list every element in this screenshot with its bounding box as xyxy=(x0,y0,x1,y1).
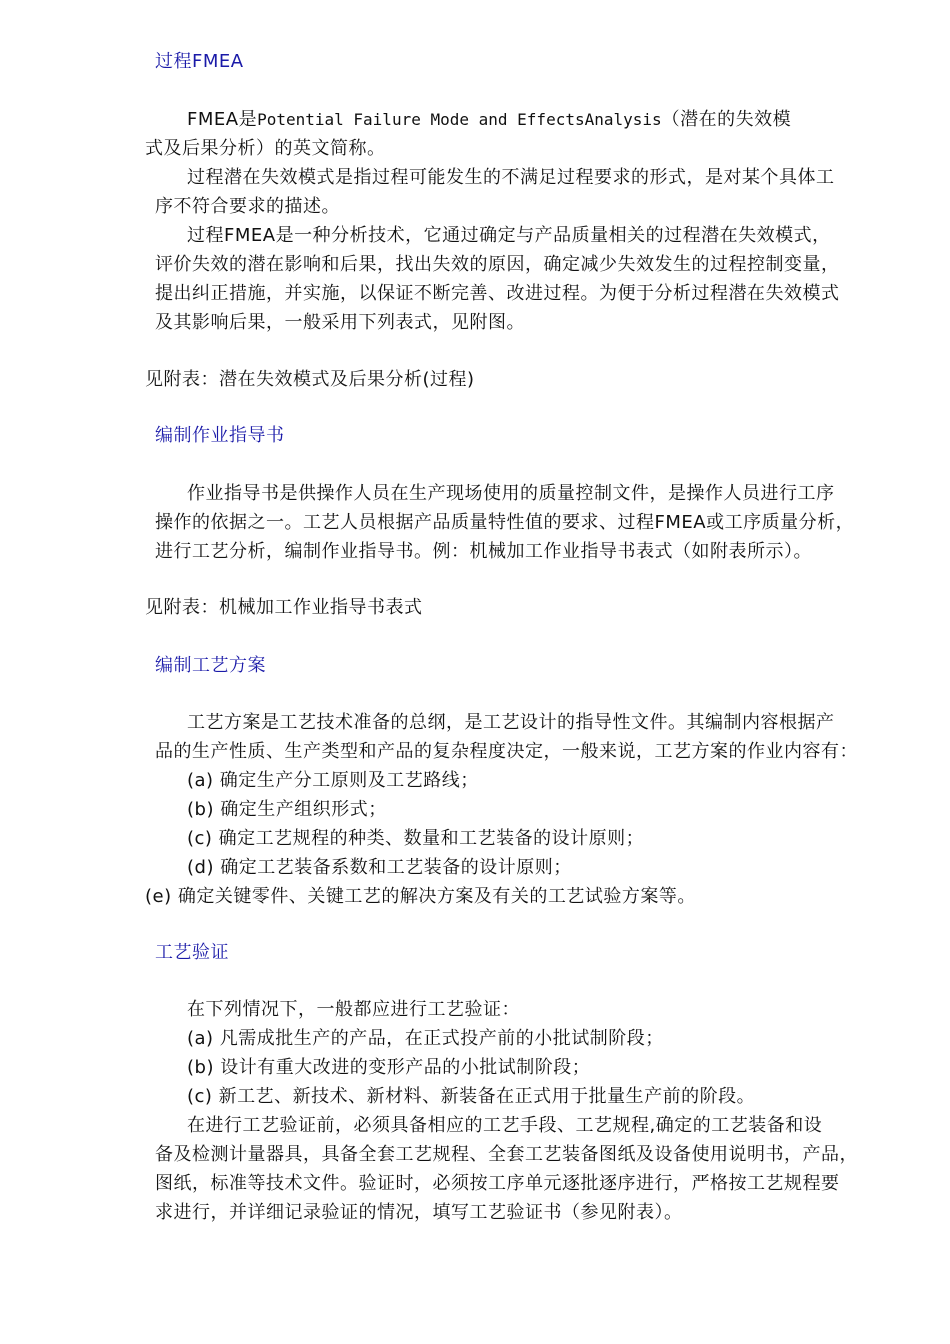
fmea-translation-start: （潜在的失效模 xyxy=(661,109,792,130)
verify-intro: 在下列情况下，一般都应进行工艺验证： xyxy=(187,999,520,1020)
verify-paragraph-line-1: 在进行工艺验证前，必须具备相应的工艺手段、工艺规程,确定的工艺装备和设 xyxy=(187,1115,823,1136)
verify-paragraph-line-3: 图纸，标准等技术文件。验证时，必须按工序单元逐批逐序进行，严格按工艺规程要 xyxy=(155,1173,840,1194)
plan-list-item-b: (b) 确定生产组织形式； xyxy=(187,799,387,820)
section-heading-instruction: 编制作业指导书 xyxy=(155,425,285,446)
fmea-paragraph-2-line-1: 过程潜在失效模式是指过程可能发生的不满足过程要求的形式，是对某个具体工 xyxy=(187,167,835,188)
plan-list-item-a: (a) 确定生产分工原则及工艺路线； xyxy=(187,770,479,791)
plan-paragraph-line-1: 工艺方案是工艺技术准备的总纲，是工艺设计的指导性文件。其编制内容根据产 xyxy=(187,712,835,733)
fmea-paragraph-1-line-1 xyxy=(187,108,791,132)
fmea-abbr-text: FMEA是 xyxy=(187,109,258,130)
fmea-paragraph-3-line-4: 及其影响后果，一般采用下列表式，见附图。 xyxy=(155,312,525,333)
plan-paragraph-line-2: 品的生产性质、生产类型和产品的复杂程度决定，一般来说，工艺方案的作业内容有： xyxy=(155,741,858,762)
instruction-paragraph-line-1: 作业指导书是供操作人员在生产现场使用的质量控制文件，是操作人员进行工序 xyxy=(187,483,835,504)
verify-list-item-b: (b) 设计有重大改进的变形产品的小批试制阶段； xyxy=(187,1057,591,1078)
fmea-paragraph-3-line-3: 提出纠正措施，并实施，以保证不断完善、改进过程。为便于分析过程潜在失效模式 xyxy=(155,283,840,304)
verify-list-item-c: (c) 新工艺、新技术、新材料、新装备在正式用于批量生产前的阶段。 xyxy=(187,1086,756,1107)
fmea-english-name: Potential Failure Mode and EffectsAnalysis xyxy=(257,110,662,129)
fmea-paragraph-2-line-2: 序不符合要求的描述。 xyxy=(155,196,340,217)
plan-list-item-c: (c) 确定工艺规程的种类、数量和工艺装备的设计原则； xyxy=(187,828,645,849)
instruction-paragraph-line-2: 操作的依据之一。工艺人员根据产品质量特性值的要求、过程FMEA或工序质量分析， xyxy=(155,512,855,533)
fmea-attachment-note: 见附表：潜在失效模式及后果分析(过程) xyxy=(145,369,475,390)
section-heading-verify: 工艺验证 xyxy=(155,942,229,963)
plan-list-item-e: (e) 确定关键零件、关键工艺的解决方案及有关的工艺试验方案等。 xyxy=(145,886,696,907)
fmea-paragraph-1-line-2: 式及后果分析）的英文简称。 xyxy=(145,138,386,159)
instruction-attachment-note: 见附表：机械加工作业指导书表式 xyxy=(145,597,423,618)
fmea-paragraph-3-line-1: 过程FMEA是一种分析技术，它通过确定与产品质量相关的过程潜在失效模式， xyxy=(187,225,831,246)
verify-paragraph-line-2: 备及检测计量器具，具备全套工艺规程、全套工艺装备图纸及设备使用说明书，产品， xyxy=(155,1144,858,1165)
verify-paragraph-line-4: 求进行，并详细记录验证的情况，填写工艺验证书（参见附表）。 xyxy=(155,1202,683,1223)
verify-list-item-a: (a) 凡需成批生产的产品，在正式投产前的小批试制阶段； xyxy=(187,1028,664,1049)
fmea-paragraph-3-line-2: 评价失效的潜在影响和后果，找出失效的原因，确定减少失效发生的过程控制变量， xyxy=(155,254,840,275)
instruction-paragraph-line-3: 进行工艺分析，编制作业指导书。例：机械加工作业指导书表式（如附表所示）。 xyxy=(155,541,812,562)
plan-list-item-d: (d) 确定工艺装备系数和工艺装备的设计原则； xyxy=(187,857,572,878)
section-heading-plan: 编制工艺方案 xyxy=(155,655,266,676)
section-heading-fmea: 过程FMEA xyxy=(155,51,244,72)
